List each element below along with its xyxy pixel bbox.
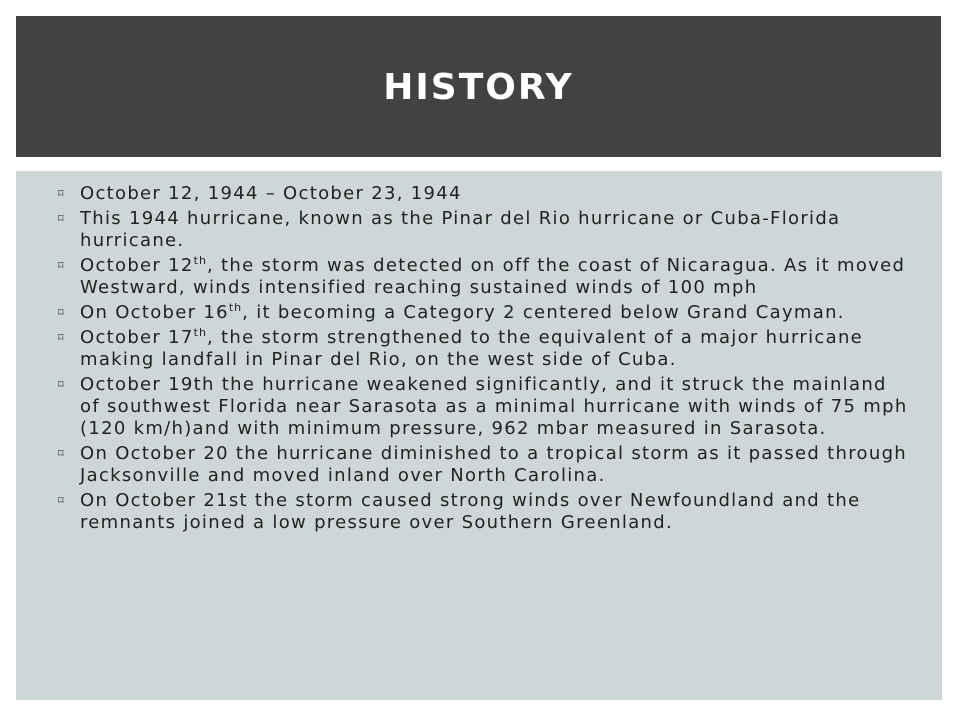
bullet-item: [58, 302, 912, 324]
bullet-text: October 17: [80, 327, 194, 348]
bullet-item: [58, 374, 912, 440]
title-bar: [16, 16, 941, 157]
square-bullet-icon: ⌑: [58, 187, 65, 200]
bullet-item: [58, 208, 912, 252]
bullet-item: [58, 183, 912, 205]
content-area: [16, 171, 942, 700]
bullet-text-cont: , the storm strengthened to the equivalent of a major hurricane making landfall in Pinar del Rio, on the west side of Cuba.: [80, 327, 864, 370]
square-bullet-icon: ⌑: [58, 212, 65, 225]
bullet-text: October 12: [80, 255, 194, 276]
bullet-text: On October 16: [80, 302, 229, 323]
bullet-text: On October 20 the hurricane diminished to a tropical storm as it passed through Jacksonville and moved inland over North Carolina.: [80, 443, 908, 486]
bullet-text-cont: , the storm was detected on off the coast of Nicaragua. As it moved Westward, winds intensified reaching sustained winds of 100 mph: [80, 255, 906, 298]
bullet-list: [16, 171, 942, 534]
square-bullet-icon: ⌑: [58, 447, 65, 460]
square-bullet-icon: ⌑: [58, 331, 65, 344]
square-bullet-icon: ⌑: [58, 259, 65, 272]
bullet-text: October 12, 1944 – October 23, 1944: [80, 183, 462, 204]
bullet-text: October 19th the hurricane weakened significantly, and it struck the mainland of southwest Florida near Sarasota as a minimal hurricane with winds of 75 mph (120 km/h)and with minimum pressure, 962 mbar measured in Sarasota.: [80, 374, 908, 439]
bullet-item: [58, 255, 912, 299]
bullet-item: [58, 443, 912, 487]
bullet-text-cont: , it becoming a Category 2 centered below Grand Cayman.: [242, 302, 845, 323]
square-bullet-icon: ⌑: [58, 306, 65, 319]
slide-title: HISTORY: [383, 67, 574, 108]
bullet-text: This 1944 hurricane, known as the Pinar del Rio hurricane or Cuba-Florida hurricane.: [80, 208, 841, 251]
square-bullet-icon: ⌑: [58, 378, 65, 391]
bullet-item: [58, 327, 912, 371]
bullet-text: On October 21st the storm caused strong winds over Newfoundland and the remnants joined a low pressure over Southern Greenland.: [80, 490, 861, 533]
ordinal-suffix: th: [193, 326, 207, 339]
ordinal-suffix: th: [193, 254, 207, 267]
bullet-item: [58, 490, 912, 534]
ordinal-suffix: th: [228, 301, 243, 314]
square-bullet-icon: ⌑: [58, 494, 65, 507]
